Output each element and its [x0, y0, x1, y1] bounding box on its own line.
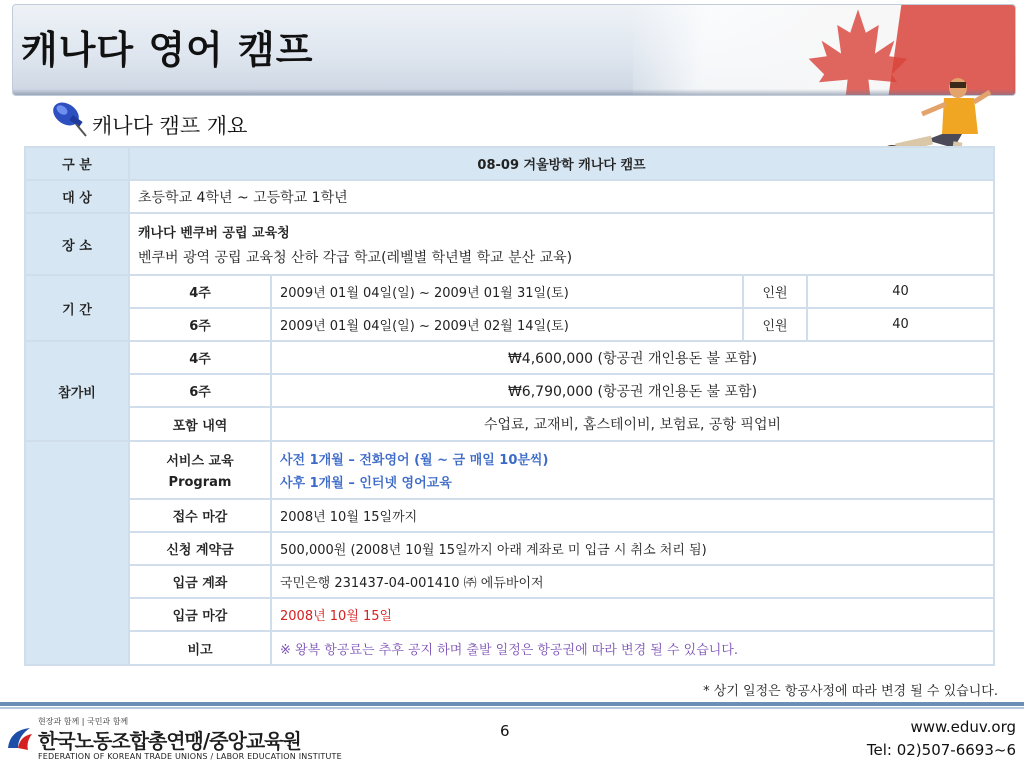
- fee-amount: ₩6,790,000 (항공권 개인용돈 불 포함): [271, 374, 994, 407]
- logo-english: FEDERATION OF KOREAN TRADE UNIONS / LABOR EDUCATION INSTITUTE: [38, 752, 342, 761]
- table-row: [25, 441, 994, 499]
- period-weeks: 6주: [129, 308, 271, 341]
- fee-weeks: 6주: [129, 374, 271, 407]
- deadline-value: 2008년 10월 15일까지: [271, 499, 994, 532]
- people-label: 인원: [743, 308, 807, 341]
- service-value: [271, 441, 994, 499]
- page-title: 캐나다 영어 캠프: [21, 27, 314, 72]
- people-count: 40: [807, 308, 994, 341]
- camp-overview-table: [24, 146, 993, 666]
- fee-weeks: 4주: [129, 341, 271, 374]
- period-label: 기 간: [25, 275, 129, 341]
- place-value: [129, 213, 994, 275]
- includes-label: 포함 내역: [129, 407, 271, 441]
- people-label: 인원: [743, 275, 807, 308]
- title-banner: [12, 4, 1016, 96]
- table-row: [25, 374, 994, 407]
- target-label: 대 상: [25, 180, 129, 213]
- pay-deadline-value: 2008년 10월 15일: [271, 598, 994, 631]
- service-label-2: Program: [168, 475, 232, 490]
- page-number: 6: [500, 722, 510, 740]
- period-dates: 2009년 01월 04일(일) ~ 2009년 02월 14일(토): [271, 308, 743, 341]
- push-pin-icon: [44, 96, 90, 140]
- place-label: 장 소: [25, 213, 129, 275]
- place-line-2: 벤쿠버 광역 공립 교육청 산하 각급 학교(레벨별 학년별 학교 분산 교육): [138, 249, 573, 266]
- table-row: [25, 180, 994, 213]
- table-row: [25, 565, 994, 598]
- people-count: 40: [807, 275, 994, 308]
- pay-deadline-label: 입금 마감: [129, 598, 271, 631]
- fee-label: 참가비: [25, 341, 129, 441]
- table-row: [25, 631, 994, 665]
- note-value: ※ 왕복 항공료는 추후 공지 하며 출발 일정은 항공권에 따라 변경 될 수 있습니다.: [271, 631, 994, 665]
- table-row: [25, 341, 994, 374]
- fee-amount: ₩4,600,000 (항공권 개인용돈 불 포함): [271, 341, 994, 374]
- table-row: [25, 147, 994, 180]
- table-row: [25, 213, 994, 275]
- table-row: [25, 407, 994, 441]
- period-weeks: 4주: [129, 275, 271, 308]
- service-line-1: 사전 1개월 – 전화영어 (월 ~ 금 매일 10분씩): [280, 453, 549, 468]
- program-name: 08-09 겨울방학 캐나다 캠프: [129, 147, 994, 180]
- website-link: www.eduv.org: [910, 718, 1016, 736]
- logo-tagline: 현장과 함께 | 국민과 함께: [38, 717, 129, 726]
- telephone: Tel: 02)507-6693~6: [866, 741, 1016, 759]
- logo-name: 한국노동조합총연맹/중앙교육원: [38, 729, 301, 753]
- account-value: 국민은행 231437-04-001410 ㈜ 에듀바이저: [271, 565, 994, 598]
- footer-divider-thin: [0, 707, 1024, 709]
- deposit-value: 500,000원 (2008년 10월 15일까지 아래 계좌로 미 입금 시 취소 처리 됨): [271, 532, 994, 565]
- table-row: [25, 532, 994, 565]
- table-row: [25, 598, 994, 631]
- deadline-label: 접수 마감: [129, 499, 271, 532]
- deposit-label: 신청 계약금: [129, 532, 271, 565]
- table-row: [25, 308, 994, 341]
- service-label-1: 서비스 교육: [166, 454, 234, 469]
- union-logo-icon: [4, 724, 36, 754]
- table-row: [25, 275, 994, 308]
- target-value: 초등학교 4학년 ~ 고등학교 1학년: [129, 180, 994, 213]
- footer-divider: [0, 702, 1024, 706]
- table-row: [25, 499, 994, 532]
- category-label: 구 분: [25, 147, 129, 180]
- note-label: 비고: [129, 631, 271, 665]
- service-label: [129, 441, 271, 499]
- includes-value: 수업료, 교재비, 홈스테이비, 보험료, 공항 픽업비: [271, 407, 994, 441]
- account-label: 입금 계좌: [129, 565, 271, 598]
- period-dates: 2009년 01월 04일(일) ~ 2009년 01월 31일(토): [271, 275, 743, 308]
- place-line-1: 캐나다 벤쿠버 공립 교육청: [138, 225, 290, 241]
- service-blank-label: [25, 441, 129, 665]
- section-subtitle: 캐나다 캠프 개요: [92, 114, 248, 138]
- schedule-footnote: * 상기 일정은 항공사정에 따라 변경 될 수 있습니다.: [703, 684, 998, 699]
- service-line-2: 사후 1개월 – 인터넷 영어교육: [280, 476, 452, 491]
